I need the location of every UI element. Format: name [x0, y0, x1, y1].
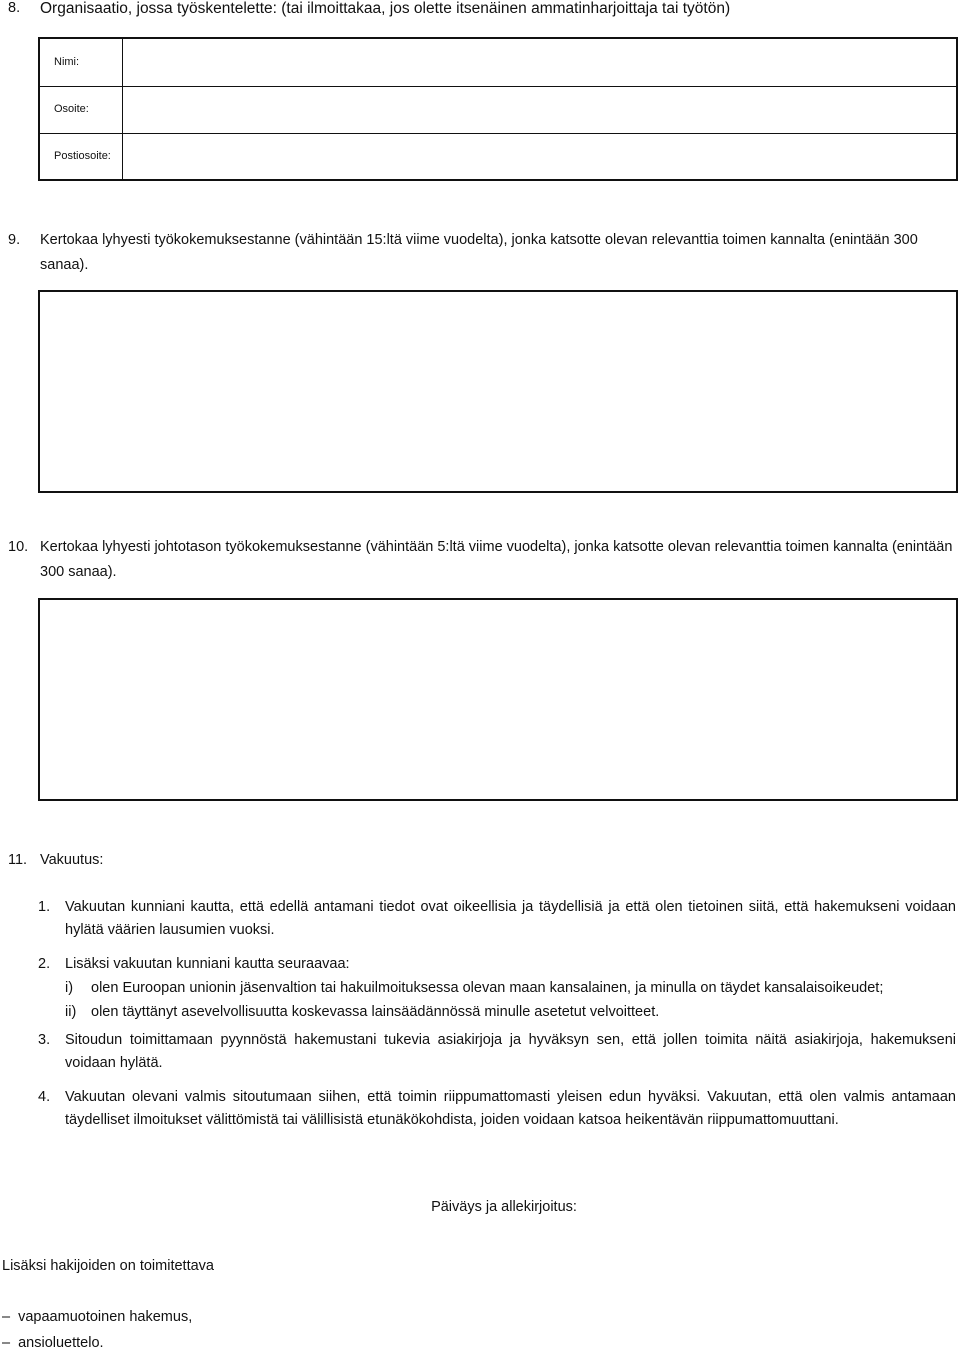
subitem-mark: i) [65, 980, 74, 996]
attachment-item [2, 1309, 192, 1325]
organisation-postal-row [40, 133, 956, 180]
organisation-name-row [40, 39, 956, 87]
question-8-number: 8. [8, 0, 21, 16]
declaration-item-3 [38, 1029, 956, 1075]
declaration-item-number: 3. [38, 1032, 51, 1048]
organisation-address-row [40, 86, 956, 134]
dash-icon: – [2, 1309, 11, 1325]
declaration-item-number: 1. [38, 899, 51, 915]
address-label: Osoite: [54, 103, 89, 115]
attachment-item [2, 1335, 104, 1351]
postal-address-label: Postiosoite: [54, 150, 111, 162]
attachments-heading: Lisäksi hakijoiden on toimitettava [2, 1258, 214, 1274]
work-experience-field[interactable] [38, 290, 958, 493]
declaration-item-number: 4. [38, 1089, 51, 1105]
attachment-item-text: ansioluettelo. [18, 1335, 104, 1351]
question-8-text: Organisaatio, jossa työskentelette: (tai ilmoittakaa, jos olette itsenäinen ammatinharjoittaja tai työtön) [40, 0, 731, 17]
postal-address-field[interactable] [123, 133, 956, 180]
question-10-number: 10. [8, 539, 29, 555]
organisation-table [38, 37, 958, 181]
declaration-item-text: Sitoudun toimittamaan pyynnöstä hakemustani tukevia asiakirjoja ja hyväksyn sen, että jollen toimita näitä asiakirjoja, hakemukseni voidaan hylätä. [65, 1032, 956, 1071]
question-10-text: Kertokaa lyhyesti johtotason työkokemuksestanne (vähintään 5:ltä viime vuodelta), jonka katsotte olevan relevanttia toimen kannalta (enintään 300 sanaa). [40, 539, 953, 580]
question-9-text: Kertokaa lyhyesti työkokemuksestanne (vähintään 15:ltä viime vuodelta), jonka katsotte olevan relevanttia toimen kannalta (enintään 300 sanaa). [40, 232, 918, 273]
question-9-number: 9. [8, 232, 21, 248]
subitem-text: olen täyttänyt asevelvollisuutta koskevassa lainsäädännössä minulle asetetut velvoitteet. [91, 1004, 660, 1020]
declaration-item-text: Vakuutan olevani valmis sitoutumaan siihen, että toimin riippumattomasti yleisen edun hyväksi. Vakuutan, että olen valmis antamaan täydelliset ilmoitukset välittömistä tai välillisistä etunäkökohdista, joiden voidaan katsoa heikentävän riippumattomuuttani. [65, 1089, 956, 1128]
name-label: Nimi: [54, 56, 80, 68]
signature-label: Päiväys ja allekirjoitus: [431, 1199, 577, 1215]
question-11-number: 11. [8, 852, 28, 868]
declaration-item-text: Vakuutan kunniani kautta, että edellä antamani tiedot ovat oikeellisia ja täydellisiä ja että olen tietoinen siitä, että hakemukseni voidaan hylätä väärien lausumien vuoksi. [65, 899, 956, 938]
declaration-title: Vakuutus: [40, 852, 104, 868]
declaration-item-number: 2. [38, 956, 51, 972]
declaration-item-1 [38, 896, 956, 942]
name-field[interactable] [123, 39, 956, 86]
declaration-item-2 [38, 953, 956, 1023]
attachment-item-text: vapaamuotoinen hakemus, [18, 1309, 193, 1325]
management-experience-field[interactable] [38, 598, 958, 801]
dash-icon: – [2, 1335, 11, 1351]
declaration-item-text: Lisäksi vakuutan kunniani kautta seuraavaa: [65, 956, 350, 972]
subitem-mark: ii) [65, 1004, 77, 1020]
subitem-text: olen Euroopan unionin jäsenvaltion tai hakuilmoituksessa olevan maan kansalainen, ja minulla on täydet kansalaisoikeudet; [91, 980, 884, 996]
declaration-item-4 [38, 1086, 956, 1132]
address-field[interactable] [123, 86, 956, 133]
